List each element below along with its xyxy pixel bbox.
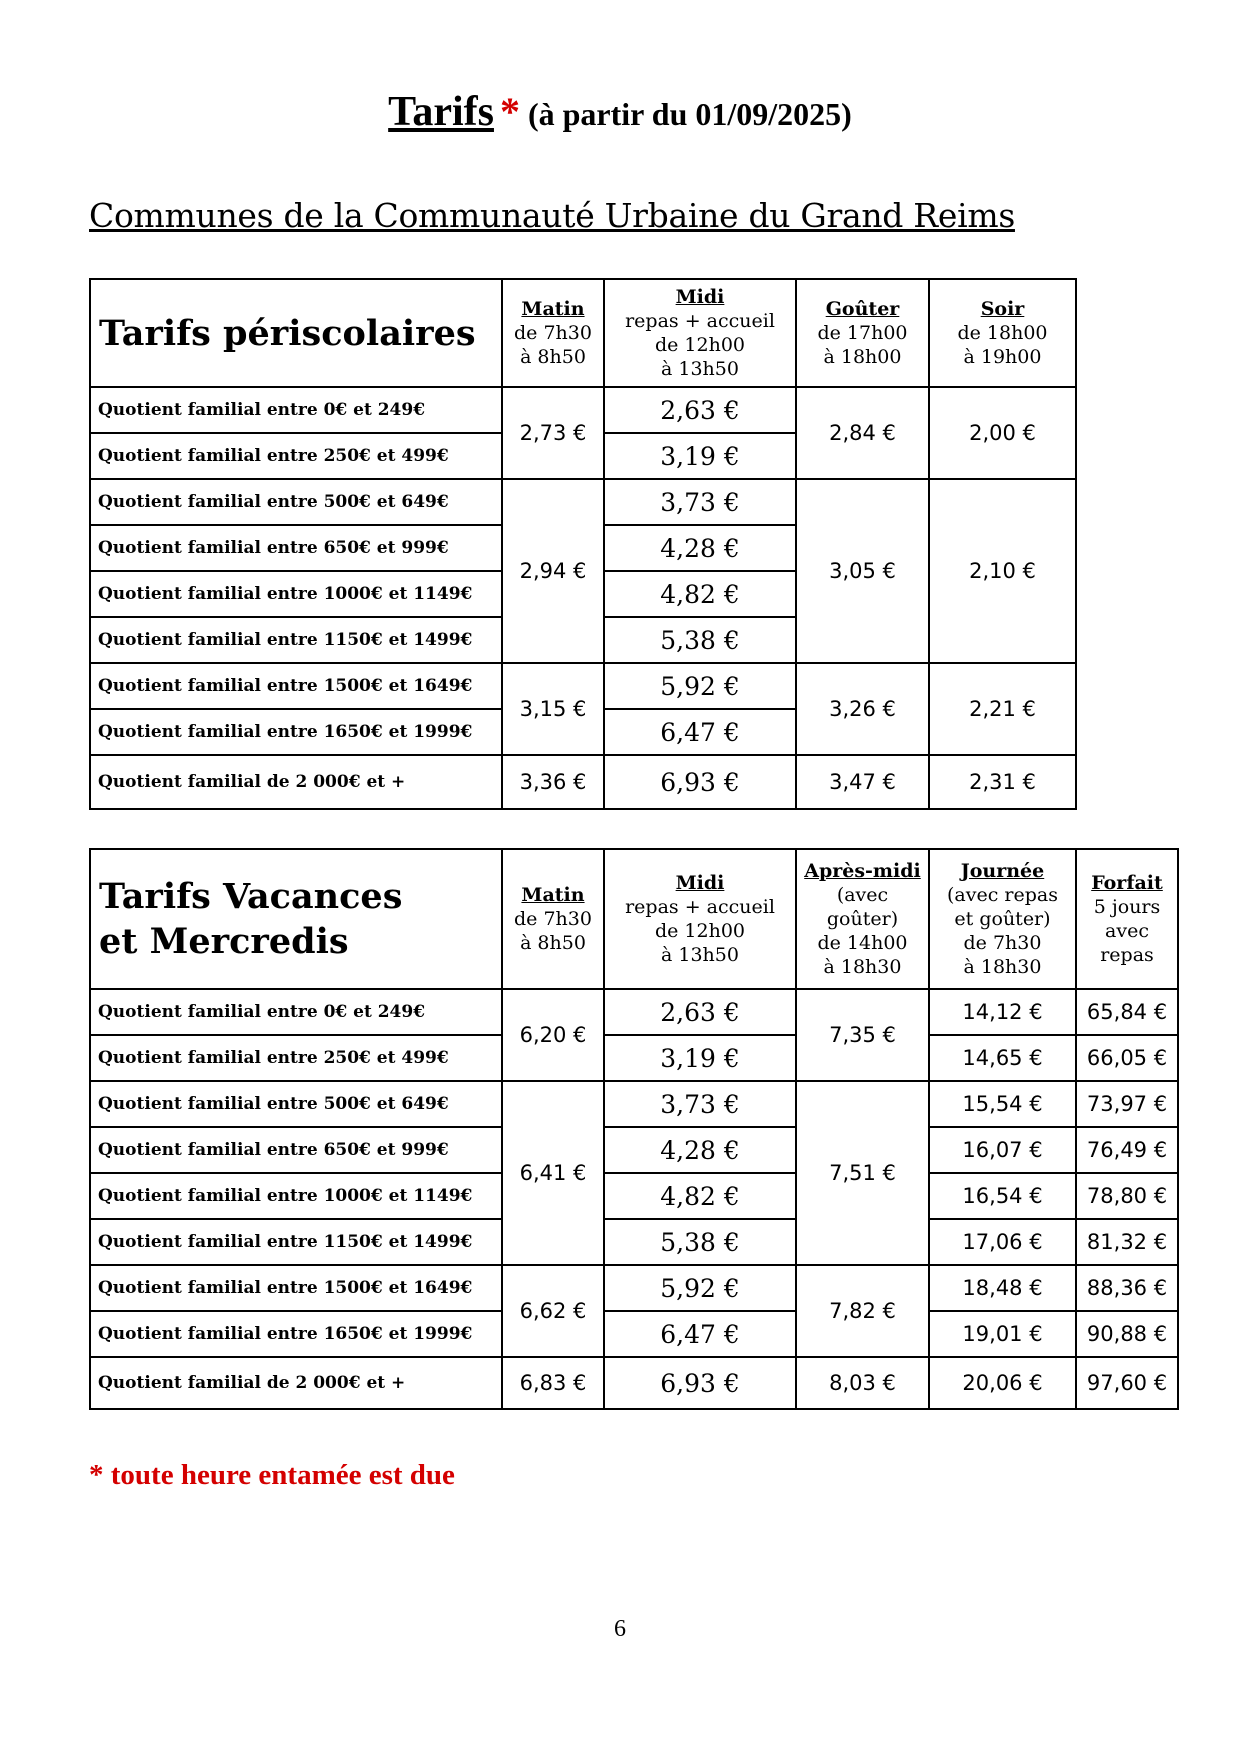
price-midi: 5,38 € (604, 1219, 796, 1265)
price-apres-midi: 7,51 € (796, 1081, 929, 1265)
price-soir: 2,31 € (929, 755, 1076, 809)
price-soir: 2,21 € (929, 663, 1076, 755)
price-journee: 19,01 € (929, 1311, 1076, 1357)
vacances-table (89, 848, 1179, 1410)
price-gouter: 3,26 € (796, 663, 929, 755)
price-journee: 16,07 € (929, 1127, 1076, 1173)
price-midi: 3,19 € (604, 433, 796, 479)
title-text: Tarifs (388, 89, 494, 135)
price-midi: 6,93 € (604, 1357, 796, 1409)
row-label: Quotient familial entre 0€ et 249€ (90, 387, 502, 433)
row-label: Quotient familial entre 1500€ et 1649€ (90, 1265, 502, 1311)
price-forfait: 73,97 € (1076, 1081, 1178, 1127)
table-row (90, 1081, 1178, 1127)
price-midi: 4,28 € (604, 1127, 796, 1173)
price-forfait: 97,60 € (1076, 1357, 1178, 1409)
price-midi: 6,47 € (604, 1311, 796, 1357)
price-forfait: 81,32 € (1076, 1219, 1178, 1265)
row-label: Quotient familial entre 1500€ et 1649€ (90, 663, 502, 709)
title-date: (à partir du 01/09/2025) (527, 96, 852, 132)
price-midi: 3,19 € (604, 1035, 796, 1081)
document-title (0, 88, 1240, 136)
price-soir: 2,10 € (929, 479, 1076, 663)
row-label: Quotient familial entre 1150€ et 1499€ (90, 1219, 502, 1265)
price-journee: 14,65 € (929, 1035, 1076, 1081)
price-matin: 3,15 € (502, 663, 604, 755)
table-row (90, 479, 1076, 525)
column-header-matin: Matin de 7h30 à 8h50 (502, 849, 604, 989)
row-label: Quotient familial entre 500€ et 649€ (90, 1081, 502, 1127)
row-label: Quotient familial entre 650€ et 999€ (90, 1127, 502, 1173)
price-matin: 6,83 € (502, 1357, 604, 1409)
price-journee: 16,54 € (929, 1173, 1076, 1219)
table-row (90, 755, 1076, 809)
price-midi: 5,92 € (604, 663, 796, 709)
price-journee: 15,54 € (929, 1081, 1076, 1127)
price-forfait: 76,49 € (1076, 1127, 1178, 1173)
price-midi: 2,63 € (604, 989, 796, 1035)
column-header-soir: Soir de 18h00 à 19h00 (929, 279, 1076, 387)
price-journee: 17,06 € (929, 1219, 1076, 1265)
price-gouter: 2,84 € (796, 387, 929, 479)
price-matin: 2,94 € (502, 479, 604, 663)
row-label: Quotient familial de 2 000€ et + (90, 1357, 502, 1409)
table-row (90, 1311, 1178, 1357)
row-label: Quotient familial entre 1650€ et 1999€ (90, 709, 502, 755)
price-journee: 18,48 € (929, 1265, 1076, 1311)
column-header-forfait: Forfait 5 jours avec repas (1076, 849, 1178, 989)
row-label: Quotient familial de 2 000€ et + (90, 755, 502, 809)
row-label: Quotient familial entre 650€ et 999€ (90, 525, 502, 571)
price-forfait: 90,88 € (1076, 1311, 1178, 1357)
price-midi: 6,93 € (604, 755, 796, 809)
row-label: Quotient familial entre 1150€ et 1499€ (90, 617, 502, 663)
row-label: Quotient familial entre 1650€ et 1999€ (90, 1311, 502, 1357)
table-row (90, 989, 1178, 1035)
price-apres-midi: 7,35 € (796, 989, 929, 1081)
price-apres-midi: 7,82 € (796, 1265, 929, 1357)
column-header-apres-midi: Après-midi (avec goûter) de 14h00 à 18h30 (796, 849, 929, 989)
column-header-gouter: Goûter de 17h00 à 18h00 (796, 279, 929, 387)
row-label: Quotient familial entre 1000€ et 1149€ (90, 1173, 502, 1219)
price-forfait: 88,36 € (1076, 1265, 1178, 1311)
price-matin: 6,62 € (502, 1265, 604, 1357)
row-label: Quotient familial entre 0€ et 249€ (90, 989, 502, 1035)
price-midi: 4,82 € (604, 1173, 796, 1219)
price-midi: 6,47 € (604, 709, 796, 755)
price-gouter: 3,47 € (796, 755, 929, 809)
table-row (90, 1173, 1178, 1219)
table-row (90, 1035, 1178, 1081)
price-midi: 4,82 € (604, 571, 796, 617)
table-header-row (90, 279, 1076, 387)
price-midi: 4,28 € (604, 525, 796, 571)
price-matin: 6,20 € (502, 989, 604, 1081)
row-label: Quotient familial entre 500€ et 649€ (90, 479, 502, 525)
table-row (90, 1357, 1178, 1409)
vacances-title: Tarifs Vacances et Mercredis (90, 849, 502, 989)
price-forfait: 66,05 € (1076, 1035, 1178, 1081)
price-forfait: 78,80 € (1076, 1173, 1178, 1219)
page-number: 6 (614, 1616, 626, 1642)
price-apres-midi: 8,03 € (796, 1357, 929, 1409)
price-matin: 2,73 € (502, 387, 604, 479)
table-row (90, 1127, 1178, 1173)
price-midi: 2,63 € (604, 387, 796, 433)
price-forfait: 65,84 € (1076, 989, 1178, 1035)
table-row (90, 1219, 1178, 1265)
row-label: Quotient familial entre 1000€ et 1149€ (90, 571, 502, 617)
subtitle: Communes de la Communauté Urbaine du Grand Reims (89, 196, 1015, 235)
table-row (90, 1265, 1178, 1311)
table-row (90, 387, 1076, 433)
price-midi: 3,73 € (604, 1081, 796, 1127)
column-header-journee: Journée (avec repas et goûter) de 7h30 à 18h30 (929, 849, 1076, 989)
table-header-row (90, 849, 1178, 989)
row-label: Quotient familial entre 250€ et 499€ (90, 1035, 502, 1081)
price-journee: 14,12 € (929, 989, 1076, 1035)
row-label: Quotient familial entre 250€ et 499€ (90, 433, 502, 479)
footnote: * toute heure entamée est due (89, 1459, 455, 1491)
price-journee: 20,06 € (929, 1357, 1076, 1409)
column-header-midi: Midi repas + accueil de 12h00 à 13h50 (604, 849, 796, 989)
title-asterisk: * (499, 89, 520, 134)
column-header-matin: Matin de 7h30 à 8h50 (502, 279, 604, 387)
price-midi: 5,92 € (604, 1265, 796, 1311)
periscolaire-table (89, 278, 1077, 810)
column-header-midi: Midi repas + accueil de 12h00 à 13h50 (604, 279, 796, 387)
price-soir: 2,00 € (929, 387, 1076, 479)
table-row (90, 663, 1076, 709)
price-gouter: 3,05 € (796, 479, 929, 663)
price-midi: 3,73 € (604, 479, 796, 525)
price-matin: 3,36 € (502, 755, 604, 809)
periscolaire-title: Tarifs périscolaires (90, 279, 502, 387)
price-matin: 6,41 € (502, 1081, 604, 1265)
price-midi: 5,38 € (604, 617, 796, 663)
